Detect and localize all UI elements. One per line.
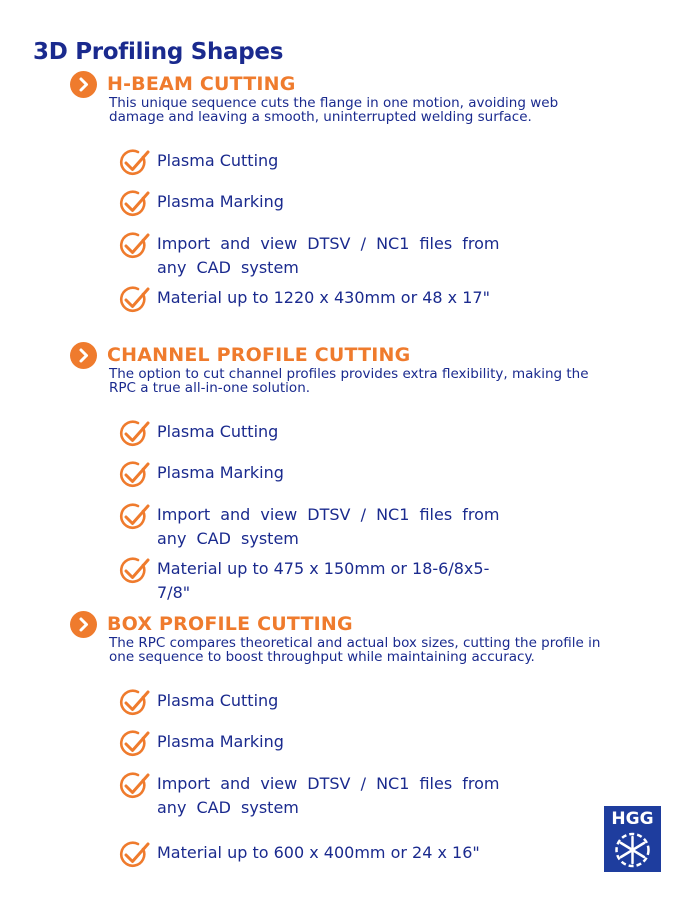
check-circle-icon (119, 556, 151, 586)
feature-item-label: Import and view DTSV / NC1 files from any CAD system (157, 234, 500, 277)
chevron-right-icon (70, 611, 97, 638)
feature-item-label: Material up to 475 x 150mm or 18-6/8x5-7/8" (157, 559, 490, 602)
feature-item-label: Material up to 1220 x 430mm or 48 x 17" (157, 288, 490, 307)
check-circle-icon (119, 771, 151, 801)
check-circle-icon (119, 419, 151, 449)
section-title: H-BEAM CUTTING (107, 73, 296, 95)
page-title: 3D Profiling Shapes (33, 39, 284, 65)
check-circle-icon (119, 840, 151, 870)
chevron-right-icon (70, 342, 97, 369)
feature-item-label: Plasma Marking (157, 192, 284, 211)
check-circle-icon (119, 148, 151, 178)
feature-item-label: Plasma Cutting (157, 422, 279, 441)
feature-item-label: Plasma Marking (157, 463, 284, 482)
section-description: This unique sequence cuts the flange in one motion, avoiding web damage and leaving a smooth, uninterrupted welding surface. (109, 95, 559, 125)
logo-text: HGG (611, 809, 654, 829)
check-circle-icon (119, 688, 151, 718)
check-circle-icon (119, 502, 151, 532)
feature-item-label: Plasma Cutting (157, 151, 279, 170)
section-title: BOX PROFILE CUTTING (107, 613, 353, 635)
check-circle-icon (119, 460, 151, 490)
check-circle-icon (119, 231, 151, 261)
section-description: The RPC compares theoretical and actual box sizes, cutting the profile in one sequence to boost throughput while maintaining accuracy. (109, 635, 601, 665)
check-circle-icon (119, 285, 151, 315)
feature-item-label: Plasma Marking (157, 732, 284, 751)
feature-item-label: Material up to 600 x 400mm or 24 x 16" (157, 843, 480, 862)
check-circle-icon (119, 189, 151, 219)
snowflake-wheel-icon (610, 830, 655, 870)
feature-item-label: Import and view DTSV / NC1 files from any CAD system (157, 505, 500, 548)
section-title: CHANNEL PROFILE CUTTING (107, 344, 411, 366)
feature-item-label: Import and view DTSV / NC1 files from any CAD system (157, 774, 500, 817)
feature-item-label: Plasma Cutting (157, 691, 279, 710)
section-description: The option to cut channel profiles provides extra flexibility, making the RPC a true all-in-one solution. (109, 366, 589, 396)
hgg-logo (604, 806, 661, 872)
check-circle-icon (119, 729, 151, 759)
chevron-right-icon (70, 71, 97, 98)
